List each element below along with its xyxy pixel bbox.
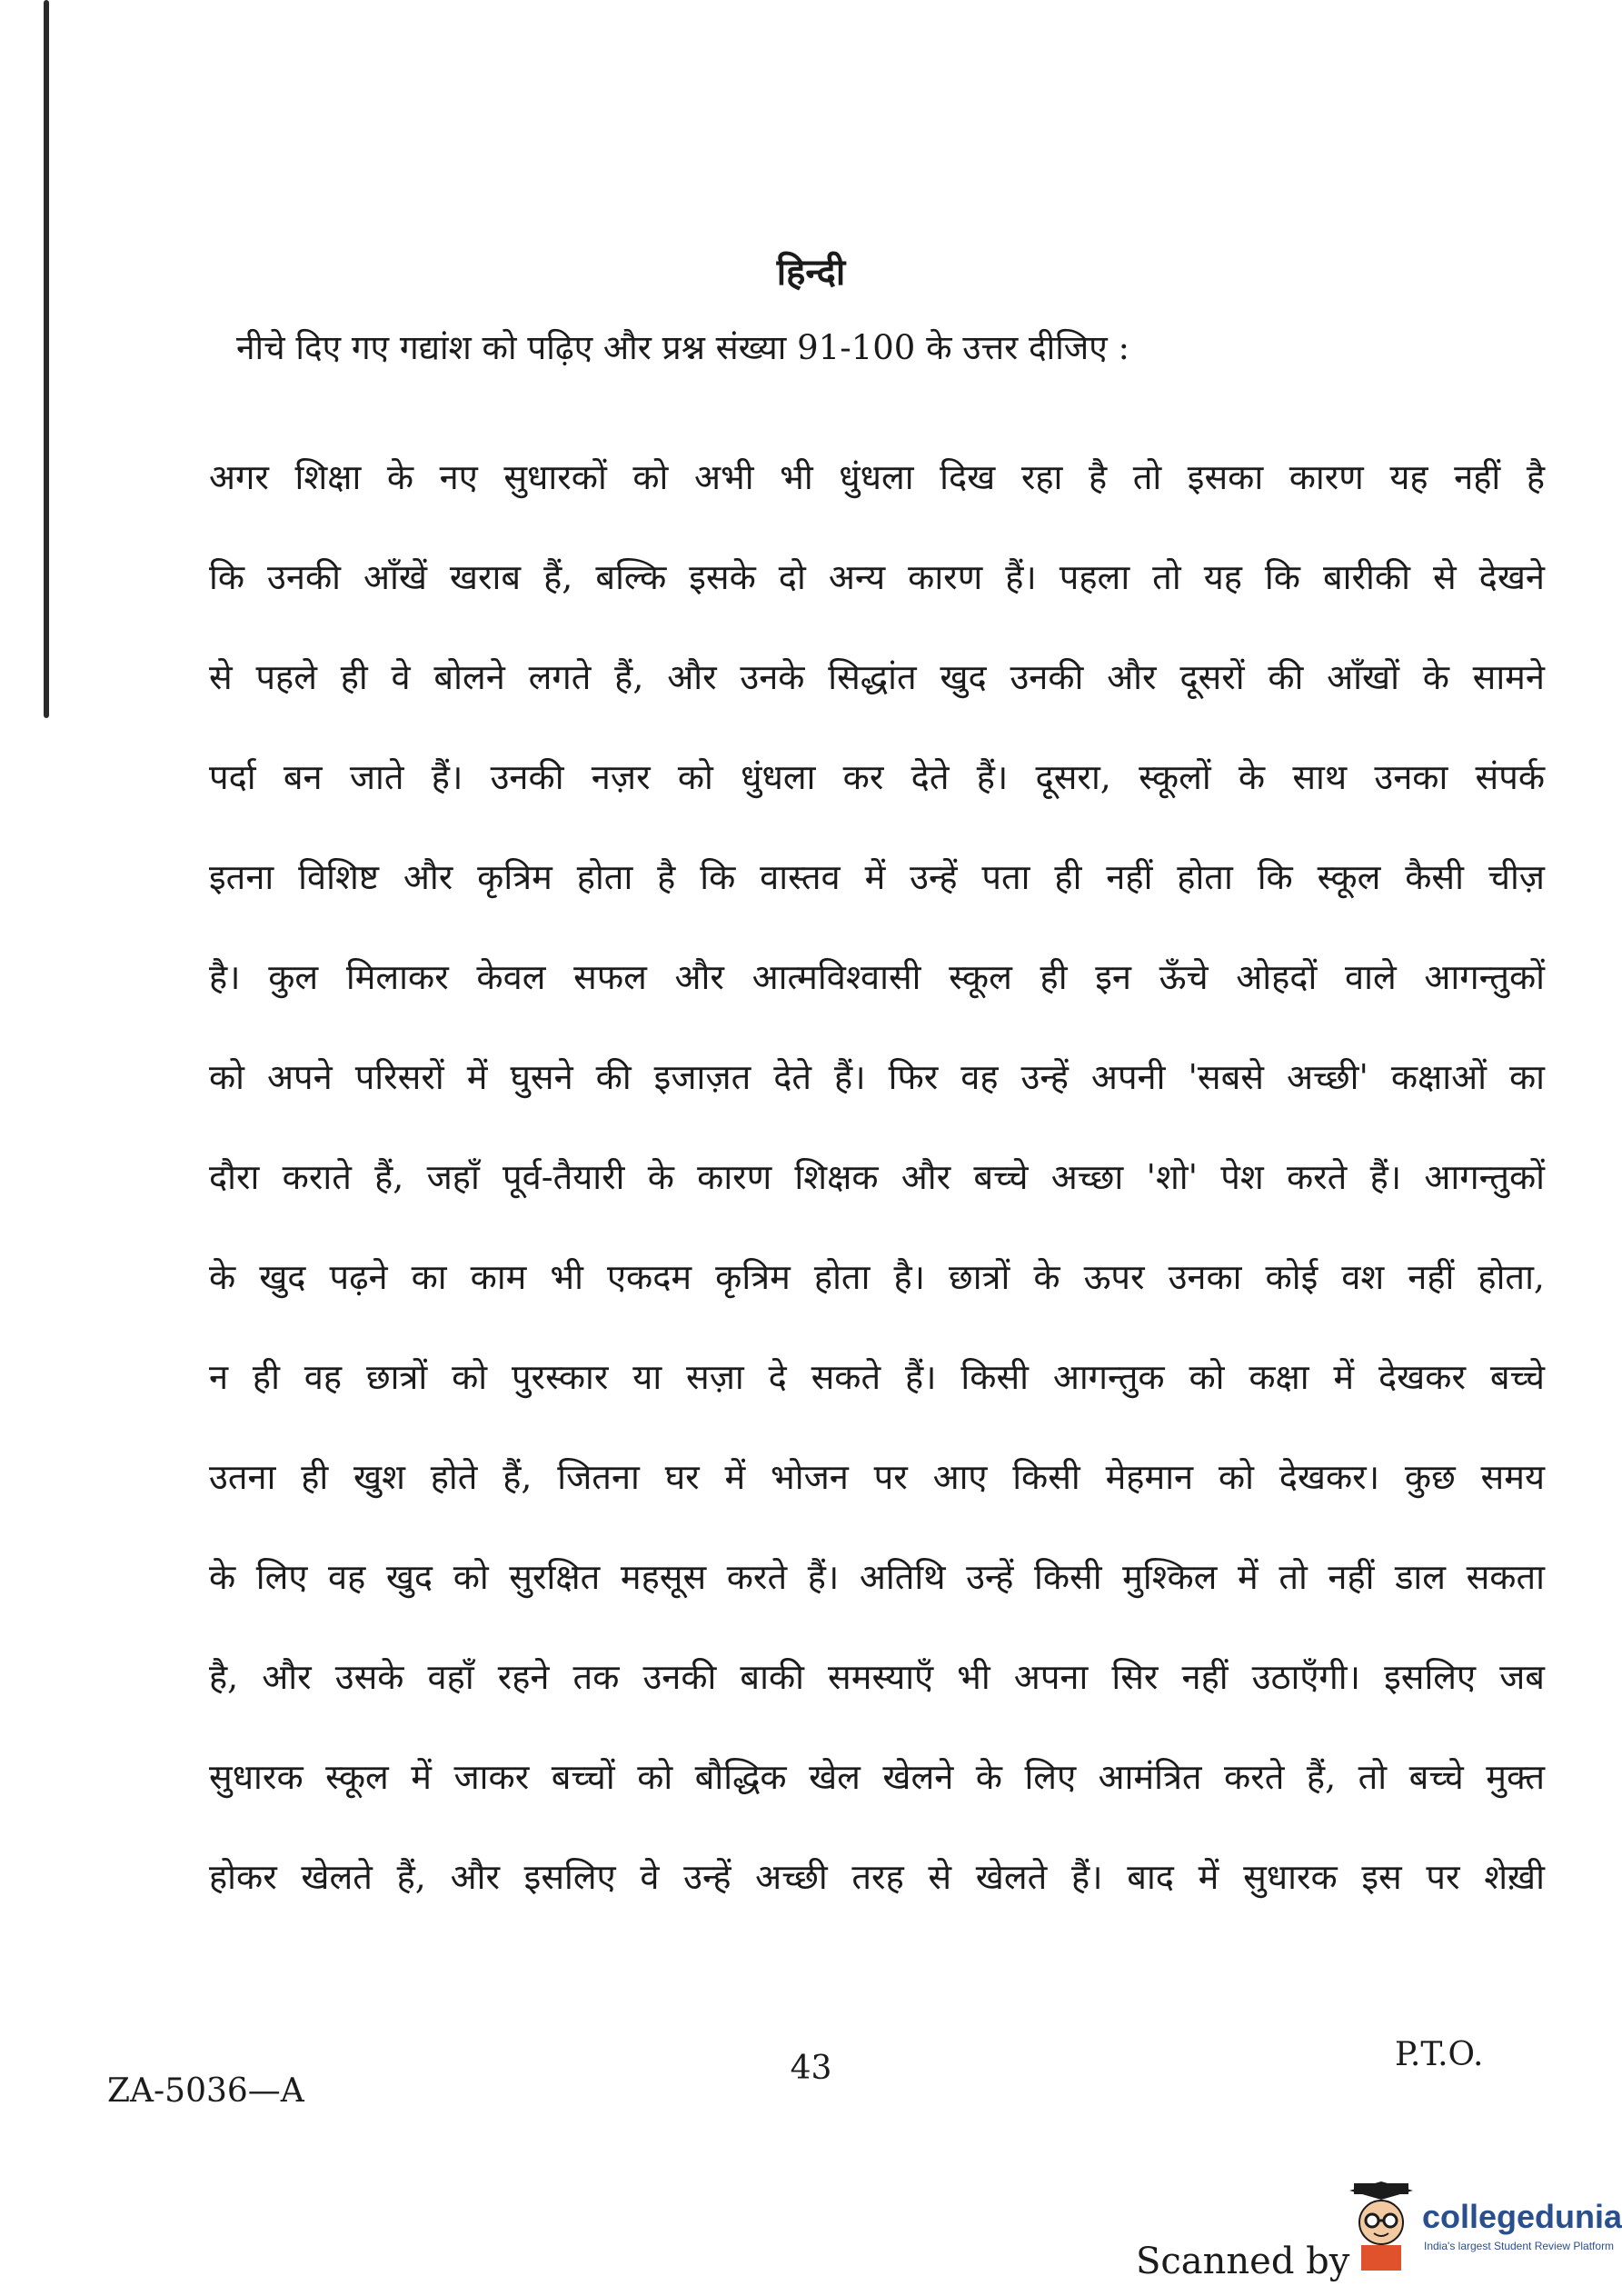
brand-name: collegedunia: [1422, 2198, 1622, 2235]
paper-code: ZA-5036—A: [107, 2072, 304, 2110]
pto-label: P.T.O.: [1395, 2036, 1484, 2073]
passage-line: के लिए वह खुद को सुरक्षित महसूस करते हैं। अतिथि उन्हें किसी मुश्किल में तो नहीं डाल सकता: [209, 1557, 1545, 1597]
passage-line: होकर खेलते हैं, और इसलिए वे उन्हें अच्छी तरह से खेलते हैं। बाद में सुधारक इस पर शेख़ी: [209, 1857, 1545, 1897]
passage-line: उतना ही खुश होते हैं, जितना घर में भोजन पर आए किसी मेहमान को देखकर। कुछ समय: [209, 1457, 1545, 1497]
scanned-by-label: Scanned by: [1136, 2241, 1350, 2282]
passage-line: के खुद पढ़ने का काम भी एकदम कृत्रिम होता है। छात्रों के ऊपर उनका कोई वश नहीं होता,: [209, 1257, 1545, 1297]
passage-line: न ही वह छात्रों को पुरस्कार या सज़ा दे सकते हैं। किसी आगन्तुक को कक्षा में देखकर बच्चे: [209, 1357, 1545, 1397]
binding-margin-line: [44, 0, 49, 718]
passage-line: इतना विशिष्ट और कृत्रिम होता है कि वास्तव में उन्हें पता ही नहीं होता कि स्कूल कैसी चीज़: [209, 857, 1545, 897]
passage-line: कि उनकी आँखें खराब हैं, बल्कि इसके दो अन्य कारण हैं। पहला तो यह कि बारीकी से देखने: [209, 557, 1545, 597]
passage-line: है, और उसके वहाँ रहने तक उनकी बाकी समस्याएँ भी अपना सिर नहीं उठाएँगी। इसलिए जब: [209, 1657, 1545, 1697]
passage-line: को अपने परिसरों में घुसने की इजाज़त देते हैं। फिर वह उन्हें अपनी 'सबसे अच्छी' कक्षाओं का: [209, 1057, 1545, 1097]
passage-line: से पहले ही वे बोलने लगते हैं, और उनके सिद्धांत खुद उनकी और दूसरों की आँखों के सामने: [209, 657, 1545, 697]
passage-line: पर्दा बन जाते हैं। उनकी नज़र को धुंधला कर देते हैं। दूसरा, स्कूलों के साथ उनका संपर्क: [209, 757, 1545, 797]
page-heading: हिन्दी: [776, 251, 846, 294]
passage-line: सुधारक स्कूल में जाकर बच्चों को बौद्धिक खेल खेलने के लिए आमंत्रित करते हैं, तो बच्चे मुक्त: [209, 1757, 1545, 1797]
passage-line: दौरा कराते हैं, जहाँ पूर्व-तैयारी के कारण शिक्षक और बच्चे अच्छा 'शो' पेश करते हैं। आगन्तुकों: [209, 1157, 1545, 1197]
collegedunia-logo: [1345, 2181, 1622, 2272]
student-avatar-icon: [1345, 2181, 1418, 2272]
brand-tagline: India's largest Student Review Platform: [1424, 2240, 1615, 2252]
passage: [209, 427, 1545, 1927]
page-number: 43: [790, 2050, 832, 2087]
passage-line: अगर शिक्षा के नए सुधारकों को अभी भी धुंधला दिख रहा है तो इसका कारण यह नहीं है: [209, 457, 1545, 497]
passage-instruction: नीचे दिए गए गद्यांश को पढ़िए और प्रश्न संख्या 91-100 के उत्तर दीजिए :: [236, 328, 1129, 367]
passage-line: है। कुल मिलाकर केवल सफल और आत्मविश्वासी स्कूल ही इन ऊँचे ओहदों वाले आगन्तुकों: [209, 957, 1545, 997]
